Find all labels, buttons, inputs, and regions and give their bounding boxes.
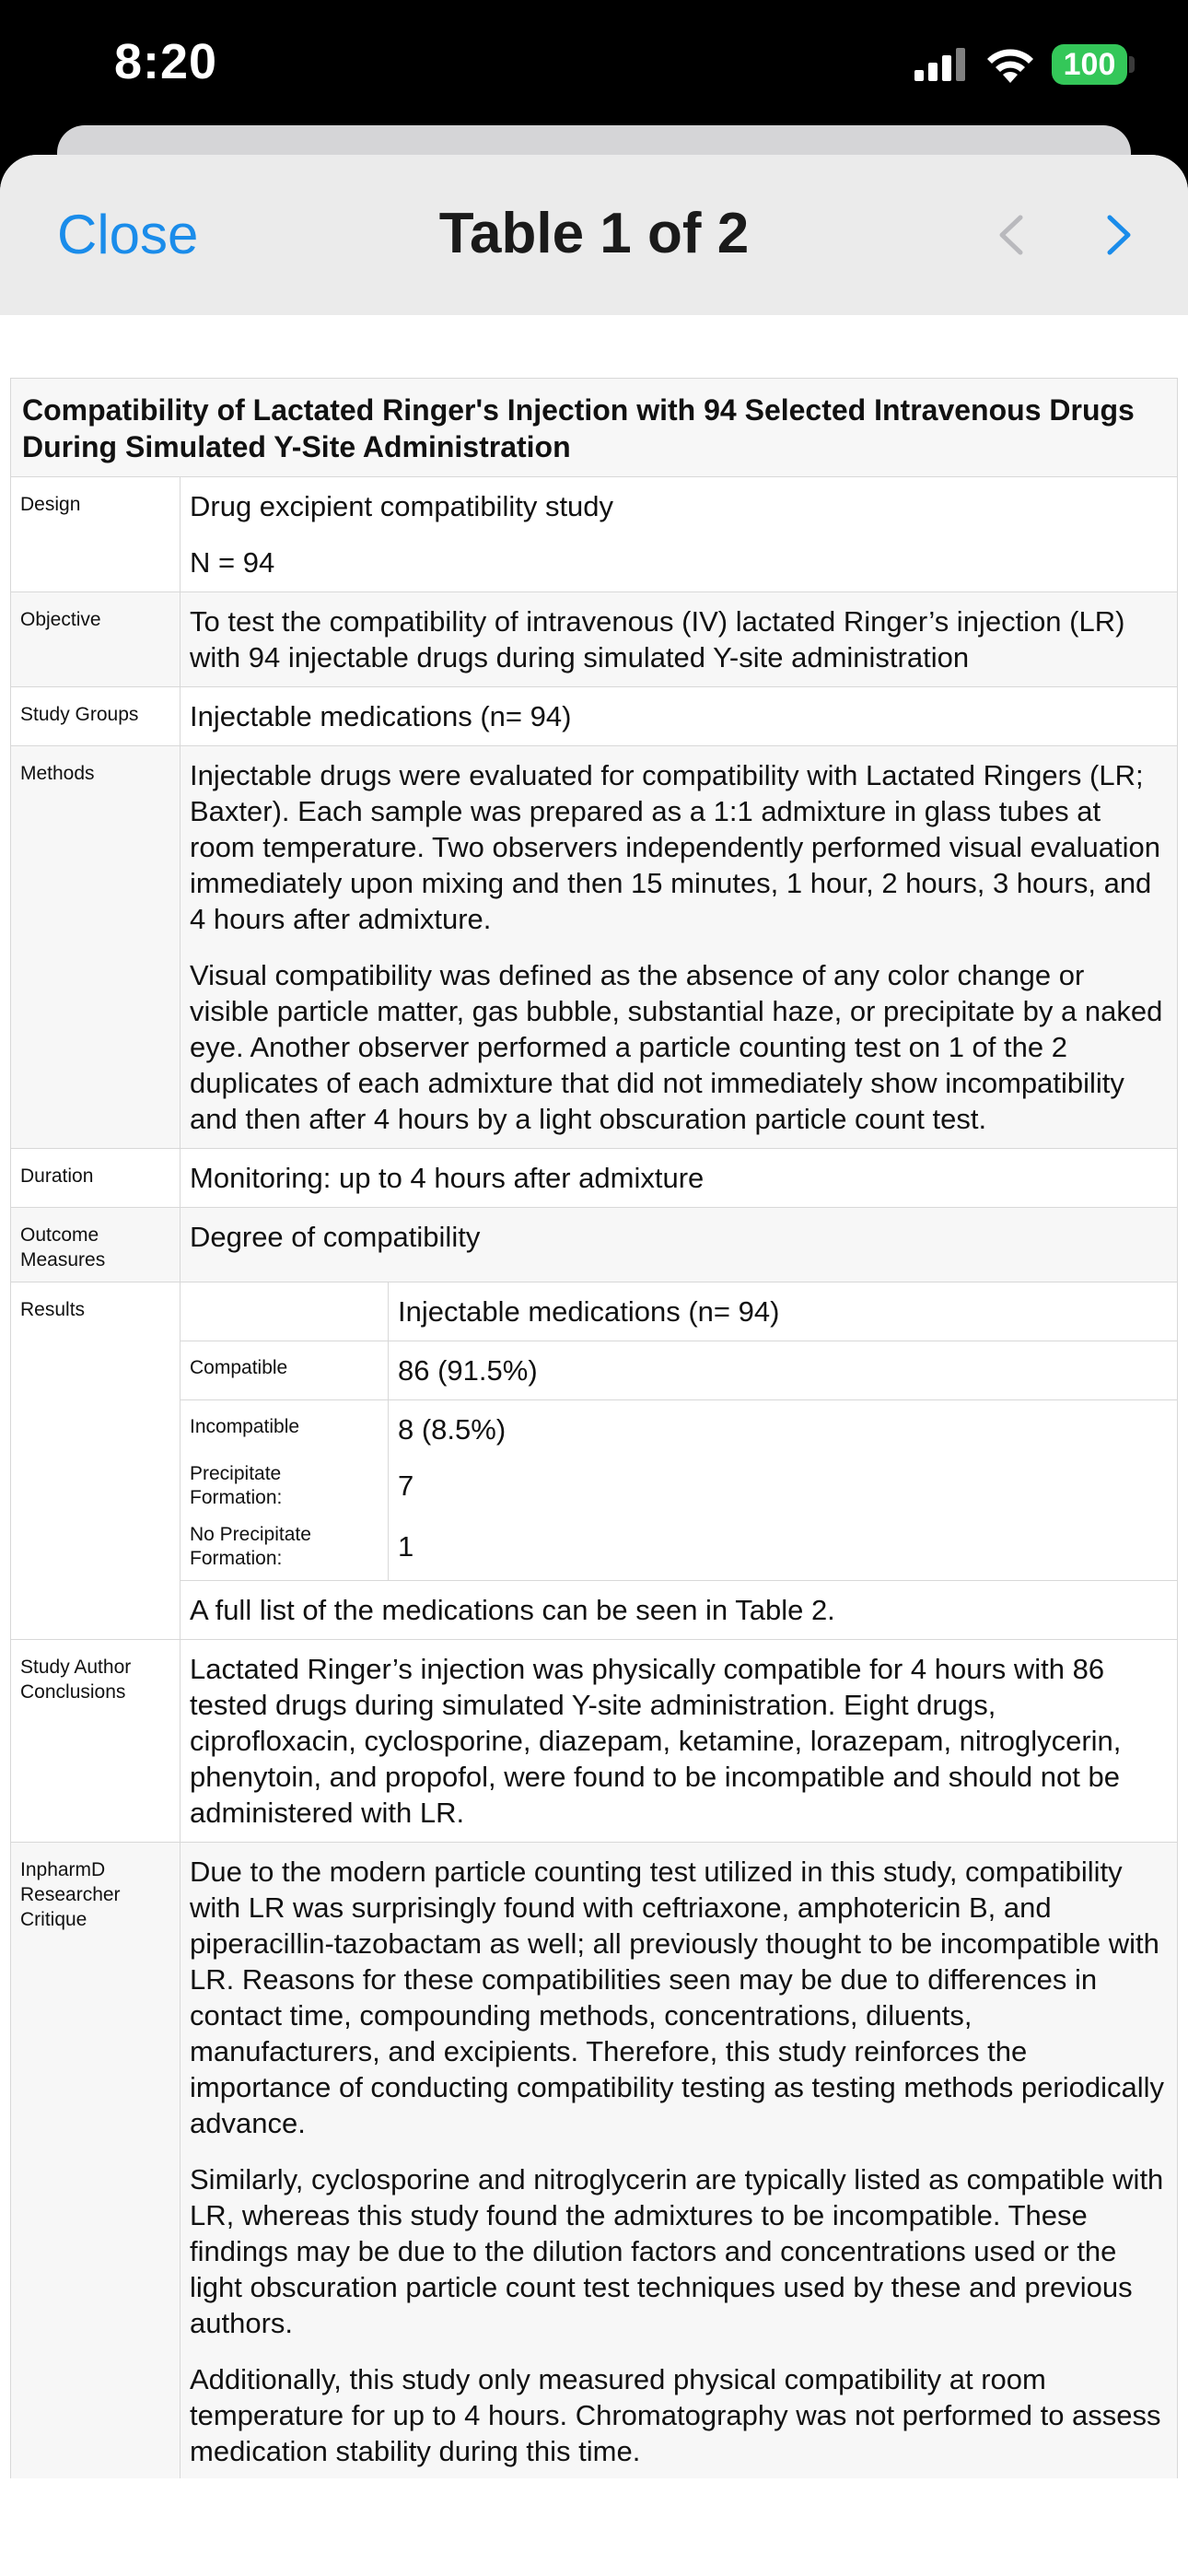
table-row: [11, 687, 1178, 746]
row-label: Duration: [11, 1149, 181, 1208]
battery-cap: [1129, 56, 1135, 73]
row-value: To test the compatibility of intravenous (IV) lactated Ringer’s injection (LR) with 94 injectable drugs during simulated Y-site administration: [181, 592, 1178, 687]
page-title: Table 1 of 2: [438, 202, 750, 265]
wifi-icon: [984, 44, 1037, 85]
results-row: [181, 1458, 1177, 1519]
row-value: [181, 1843, 1178, 2479]
row-label: Results: [11, 1282, 181, 1640]
status-time: 8:20: [114, 34, 218, 89]
results-row: [181, 1519, 1177, 1581]
results-row: [181, 1341, 1177, 1400]
results-value: 7: [389, 1458, 1178, 1519]
table-row: [11, 1640, 1178, 1843]
chevron-left-icon[interactable]: [995, 212, 1028, 258]
study-table: [10, 378, 1178, 2478]
row-label: Methods: [11, 746, 181, 1149]
results-header: Injectable medications (n= 94): [389, 1282, 1178, 1341]
navigation-bar: [0, 155, 1188, 315]
table-row: [11, 477, 1178, 592]
row-label: Outcome Measures: [11, 1208, 181, 1282]
row-value: Monitoring: up to 4 hours after admixture: [181, 1149, 1178, 1208]
results-header-row: [181, 1282, 1177, 1341]
results-label: Incompatible: [181, 1400, 389, 1459]
table-content[interactable]: [0, 378, 1188, 2478]
critique-paragraph: Similarly, cyclosporine and nitroglycerin are typically listed as compatible with LR, whereas this study found the admixtures to be incompatible. These findings may be due to the dilution factors and concentrations used or the light obscuration particle count test techniques used by these and previous authors.: [190, 2163, 1164, 2339]
row-value: [181, 746, 1178, 1149]
row-value: Injectable medications (n= 94): [181, 687, 1178, 746]
row-label: Objective: [11, 592, 181, 687]
design-n: N = 94: [190, 546, 275, 579]
results-empty-cell: [181, 1282, 389, 1341]
methods-paragraph: Visual compatibility was defined as the absence of any color change or visible particle matter, gas bubble, substantial haze, or precipitate by a naked eye. Another observer performed a particle counting test on 1 of the 2 duplicates of each admixture that did not immediately show incompatibility and then after 4 hours by a light obscuration particle count test.: [190, 959, 1163, 1135]
methods-paragraph: Injectable drugs were evaluated for compatibility with Lactated Ringers (LR; Baxter). Each sample was prepared as a 1:1 admixture in glass tubes at room temperature. Two observers independently performed visual evaluation immediately upon mixing and then 15 minutes, 1 hour, 2 hours, 3 hours, and 4 hours after admixture.: [190, 759, 1160, 935]
table-row: [11, 1843, 1178, 2479]
results-cell: [181, 1282, 1178, 1640]
row-label: Design: [11, 477, 181, 592]
row-label: Study Author Conclusions: [11, 1640, 181, 1843]
results-value: 8 (8.5%): [389, 1400, 1178, 1459]
chevron-right-icon[interactable]: [1102, 212, 1136, 258]
results-label: Precipitate Formation:: [181, 1458, 389, 1519]
row-label: InpharmD Researcher Critique: [11, 1843, 181, 2479]
status-bar: [0, 0, 1188, 124]
table-caption-row: [11, 379, 1178, 477]
modal-sheet: [0, 155, 1188, 2576]
cellular-signal-icon: [914, 48, 968, 81]
row-value: Lactated Ringer’s injection was physically compatible for 4 hours with 86 tested drugs during simulated Y-site administration. Eight drugs, ciprofloxacin, cyclosporine, diazepam, ketamine, lorazepam, nitroglycerin, phenytoin, and propofol, were found to be incompatible and should not be administered with LR.: [181, 1640, 1178, 1843]
bottom-safe-area: [0, 2478, 1188, 2576]
table-row: [11, 1149, 1178, 1208]
table-row: [11, 746, 1178, 1149]
table-caption: Compatibility of Lactated Ringer's Injection with 94 Selected Intravenous Drugs During Simulated Y-Site Administration: [11, 379, 1178, 477]
table-row: [11, 1282, 1178, 1640]
results-label: Compatible: [181, 1341, 389, 1400]
battery-icon: 100: [1052, 44, 1127, 85]
table-row: [11, 592, 1178, 687]
results-value: 1: [389, 1519, 1178, 1581]
row-label: Study Groups: [11, 687, 181, 746]
close-button[interactable]: Close: [57, 204, 199, 265]
results-row: [181, 1400, 1177, 1459]
critique-paragraph: Additionally, this study only measured physical compatibility at room temperature for up to 4 hours. Chromatography was not performed to assess medication stability during this time.: [190, 2363, 1161, 2467]
row-value: Degree of compatibility: [181, 1208, 1178, 1282]
results-label: No Precipitate Formation:: [181, 1519, 389, 1581]
results-value: 86 (91.5%): [389, 1341, 1178, 1400]
row-value: [181, 477, 1178, 592]
critique-paragraph: Due to the modern particle counting test utilized in this study, compatibility with LR was surprisingly found with ceftriaxone, amphotericin B, and piperacillin-tazobactam as well; all previously thought to be incompatible with LR. Reasons for these compatibilities seen may be due to differences in contact time, compounding methods, concentrations, diluents, manufacturers, and excipients. Therefore, this study reinforces the importance of conducting compatibility testing as testing methods periodically advance.: [190, 1856, 1164, 2139]
results-table: [181, 1282, 1177, 1639]
results-note: A full list of the medications can be seen in Table 2.: [181, 1581, 1177, 1640]
results-note-row: [181, 1581, 1177, 1640]
table-row: [11, 1208, 1178, 1282]
design-text: Drug excipient compatibility study: [190, 490, 614, 522]
